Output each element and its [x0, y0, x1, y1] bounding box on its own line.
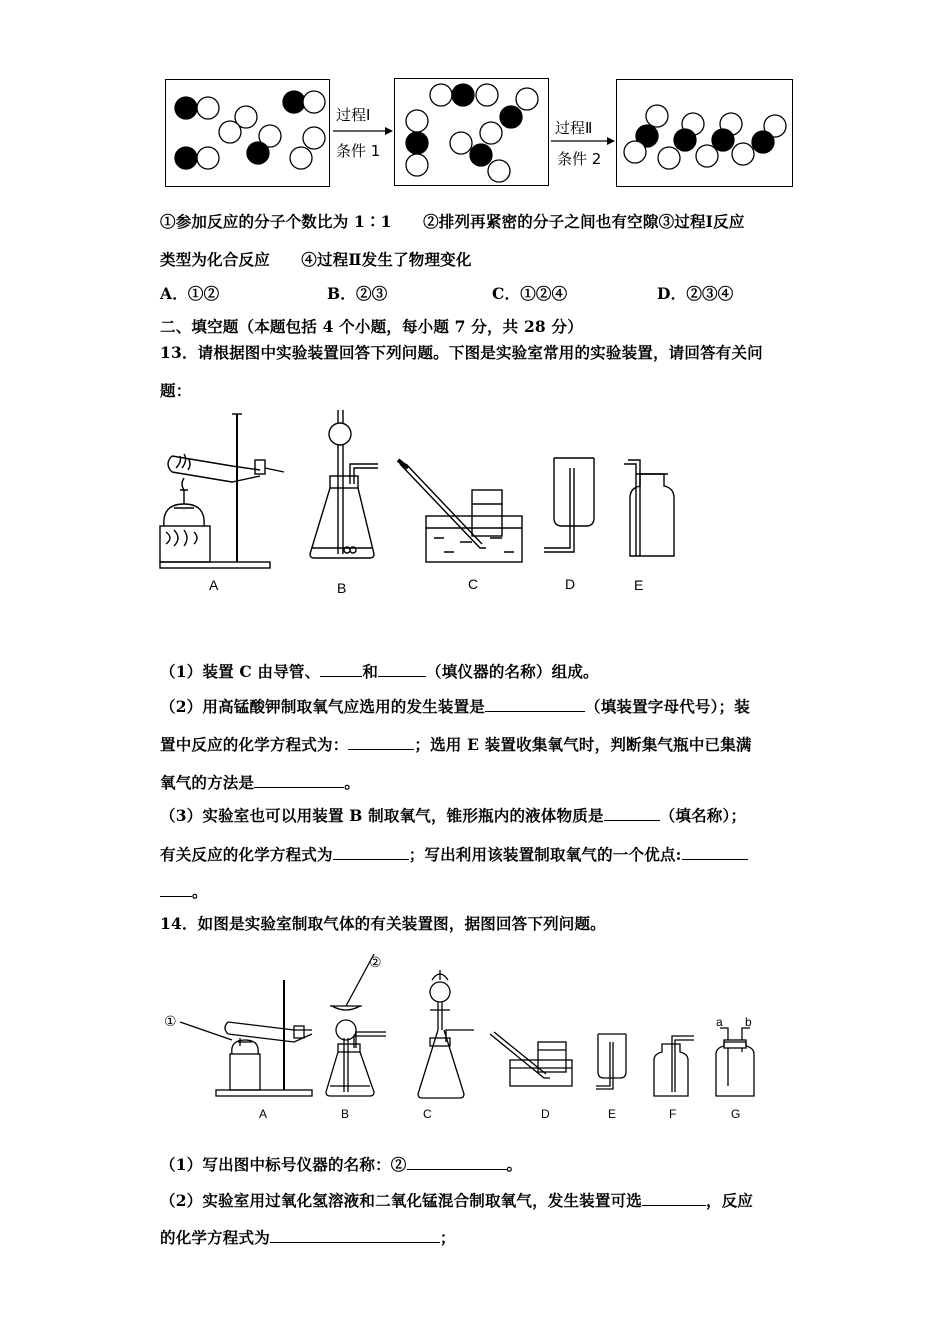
q13-p2-blank-3[interactable]	[254, 773, 344, 788]
q13-p1-text-a: （1）装置 C 由导管、	[160, 662, 321, 681]
q13-p2-text-b: （填装置字母代号）；装	[585, 697, 750, 716]
state-box-3	[616, 79, 793, 187]
q13-part-2-line-1	[160, 695, 750, 717]
q14-p1-blank[interactable]	[407, 1155, 507, 1170]
apparatus-d-bottle	[544, 458, 594, 552]
molecules-final	[617, 80, 794, 188]
q13-p1-text-c: （填仪器的名称）组成。	[426, 662, 599, 681]
q13-p3-blank-1[interactable]	[604, 806, 660, 821]
q14-apparatus-b	[326, 954, 386, 1096]
q14-fig-label-f: F	[669, 1107, 677, 1121]
q13-p2-text-c: 置中反应的化学方程式为：	[160, 735, 349, 754]
arrow-2	[551, 136, 615, 146]
q13-part-3-line-3	[160, 880, 208, 902]
q13-p1-text-b: 和	[362, 662, 379, 681]
molecules-initial	[166, 80, 331, 188]
q14-p2-text-b: ，反应	[706, 1191, 754, 1210]
q13-p2-text-f: 。	[344, 773, 360, 792]
q14-apparatus-g	[716, 1028, 754, 1096]
q14-p2-text-c: 的化学方程式为	[160, 1228, 270, 1247]
q13-p3-blank-3-cont[interactable]	[160, 882, 192, 897]
q14-fig-label-b: B	[341, 1107, 350, 1121]
q14-part-2-line-2	[160, 1226, 456, 1248]
q12-option-c[interactable]: C．①②④	[492, 284, 568, 303]
q13-part-3-line-2	[160, 843, 748, 865]
condition-1-label: 条件 1	[336, 142, 381, 160]
q12-option-a[interactable]: A．①②	[160, 284, 220, 303]
q14-part-1	[160, 1153, 522, 1175]
q14-mark-2: ②	[369, 954, 382, 970]
q14-apparatus-a	[180, 980, 312, 1096]
q12-option-d[interactable]: D．②③④	[657, 284, 734, 303]
q13-fig-label-d: D	[565, 576, 576, 592]
q13-p3-text-a: （3）实验室也可以用装置 B 制取氧气，锥形瓶内的液体物质是	[160, 806, 604, 825]
q13-p3-blank-3[interactable]	[682, 845, 748, 860]
q13-p3-text-d: ；写出利用该装置制取氧气的一个优点:	[408, 845, 682, 864]
q14-p2-text-a: （2）实验室用过氧化氢溶液和二氧化锰混合制取氧气，发生装置可选	[160, 1191, 642, 1210]
q14-apparatus-f	[654, 1036, 694, 1096]
q14-p2-blank-2[interactable]	[270, 1228, 440, 1243]
q13-part-2-line-2	[160, 733, 752, 755]
q14-stem: 14．如图是实验室制取气体的有关装置图，据图回答下列问题。	[160, 914, 606, 933]
q14-p1-text-a: （1）写出图中标号仪器的名称：②	[160, 1155, 407, 1174]
q14-apparatus-e	[596, 1034, 626, 1089]
q12-statement-line-1: ①参加反应的分子个数比为 1∶1 ②排列再紧密的分子之间也有空隙③过程Ⅰ反应	[160, 212, 745, 231]
q14-fig-label-c: C	[423, 1107, 432, 1121]
apparatus-c-trough	[398, 460, 522, 562]
q12-statement-line-2: 类型为化合反应 ④过程Ⅱ发生了物理变化	[160, 250, 472, 269]
q14-mark-1: ①	[164, 1013, 177, 1029]
q14-port-a: a	[716, 1015, 723, 1029]
process-1-label: 过程Ⅰ	[336, 106, 371, 124]
q13-stem-line-1: 13．请根据图中实验装置回答下列问题。下图是实验室常用的实验装置，请回答有关问	[160, 343, 763, 362]
q13-fig-label-a: A	[209, 577, 219, 593]
q13-p2-blank-2[interactable]	[348, 735, 414, 750]
q14-fig-label-g: G	[731, 1107, 741, 1121]
q13-p3-text-b: （填名称）；	[659, 806, 747, 825]
q14-apparatus-c	[418, 970, 474, 1098]
q14-p2-text-d: ；	[439, 1228, 456, 1247]
q14-fig-label-e: E	[608, 1107, 617, 1121]
q12-option-b[interactable]: B．②③	[327, 284, 388, 303]
q13-p2-text-d: ；选用 E 装置收集氧气时，判断集气瓶中已集满	[414, 735, 752, 754]
q13-part-1	[160, 660, 599, 682]
molecules-middle	[395, 79, 550, 187]
process-2-label: 过程Ⅱ	[555, 119, 593, 137]
apparatus-b-flask	[310, 410, 378, 558]
q13-p1-blank-2[interactable]	[378, 662, 426, 677]
q13-fig-label-e: E	[634, 577, 644, 593]
q13-part-3-line-1	[160, 804, 746, 826]
condition-2-label: 条件 2	[557, 150, 602, 168]
q14-part-2-line-1	[160, 1189, 753, 1211]
q14-apparatus-figure	[160, 950, 760, 1120]
arrow-1	[333, 126, 393, 136]
q14-fig-label-d: D	[541, 1107, 550, 1121]
state-box-1	[165, 79, 330, 187]
apparatus-e-bottle	[624, 460, 674, 556]
q13-p2-blank-1[interactable]	[485, 697, 585, 712]
q14-apparatus-d	[490, 1032, 572, 1086]
q13-apparatus-figure	[160, 408, 680, 608]
section-heading: 二、填空题（本题包括 4 个小题，每小题 7 分，共 28 分）	[160, 317, 583, 336]
q13-p3-text-c: 有关反应的化学方程式为	[160, 845, 333, 864]
q14-p1-text-b: 。	[506, 1155, 523, 1174]
q13-p3-blank-2[interactable]	[333, 845, 409, 860]
q13-p3-text-e: 。	[192, 882, 208, 901]
apparatus-a-heating-setup	[160, 414, 284, 568]
q13-p2-text-e: 氧气的方法是	[160, 773, 255, 792]
q13-fig-label-c: C	[468, 576, 479, 592]
q14-port-b: b	[745, 1015, 752, 1029]
q14-p2-blank-1[interactable]	[642, 1191, 706, 1206]
q14-fig-label-a: A	[259, 1107, 268, 1121]
q13-part-2-line-3	[160, 771, 360, 793]
state-box-2	[394, 78, 549, 186]
q13-fig-label-b: B	[337, 580, 347, 596]
q13-p2-text-a: （2）用高锰酸钾制取氧气应选用的发生装置是	[160, 697, 485, 716]
q13-p1-blank-1[interactable]	[320, 662, 362, 677]
q13-stem-line-2: 题：	[160, 381, 192, 400]
